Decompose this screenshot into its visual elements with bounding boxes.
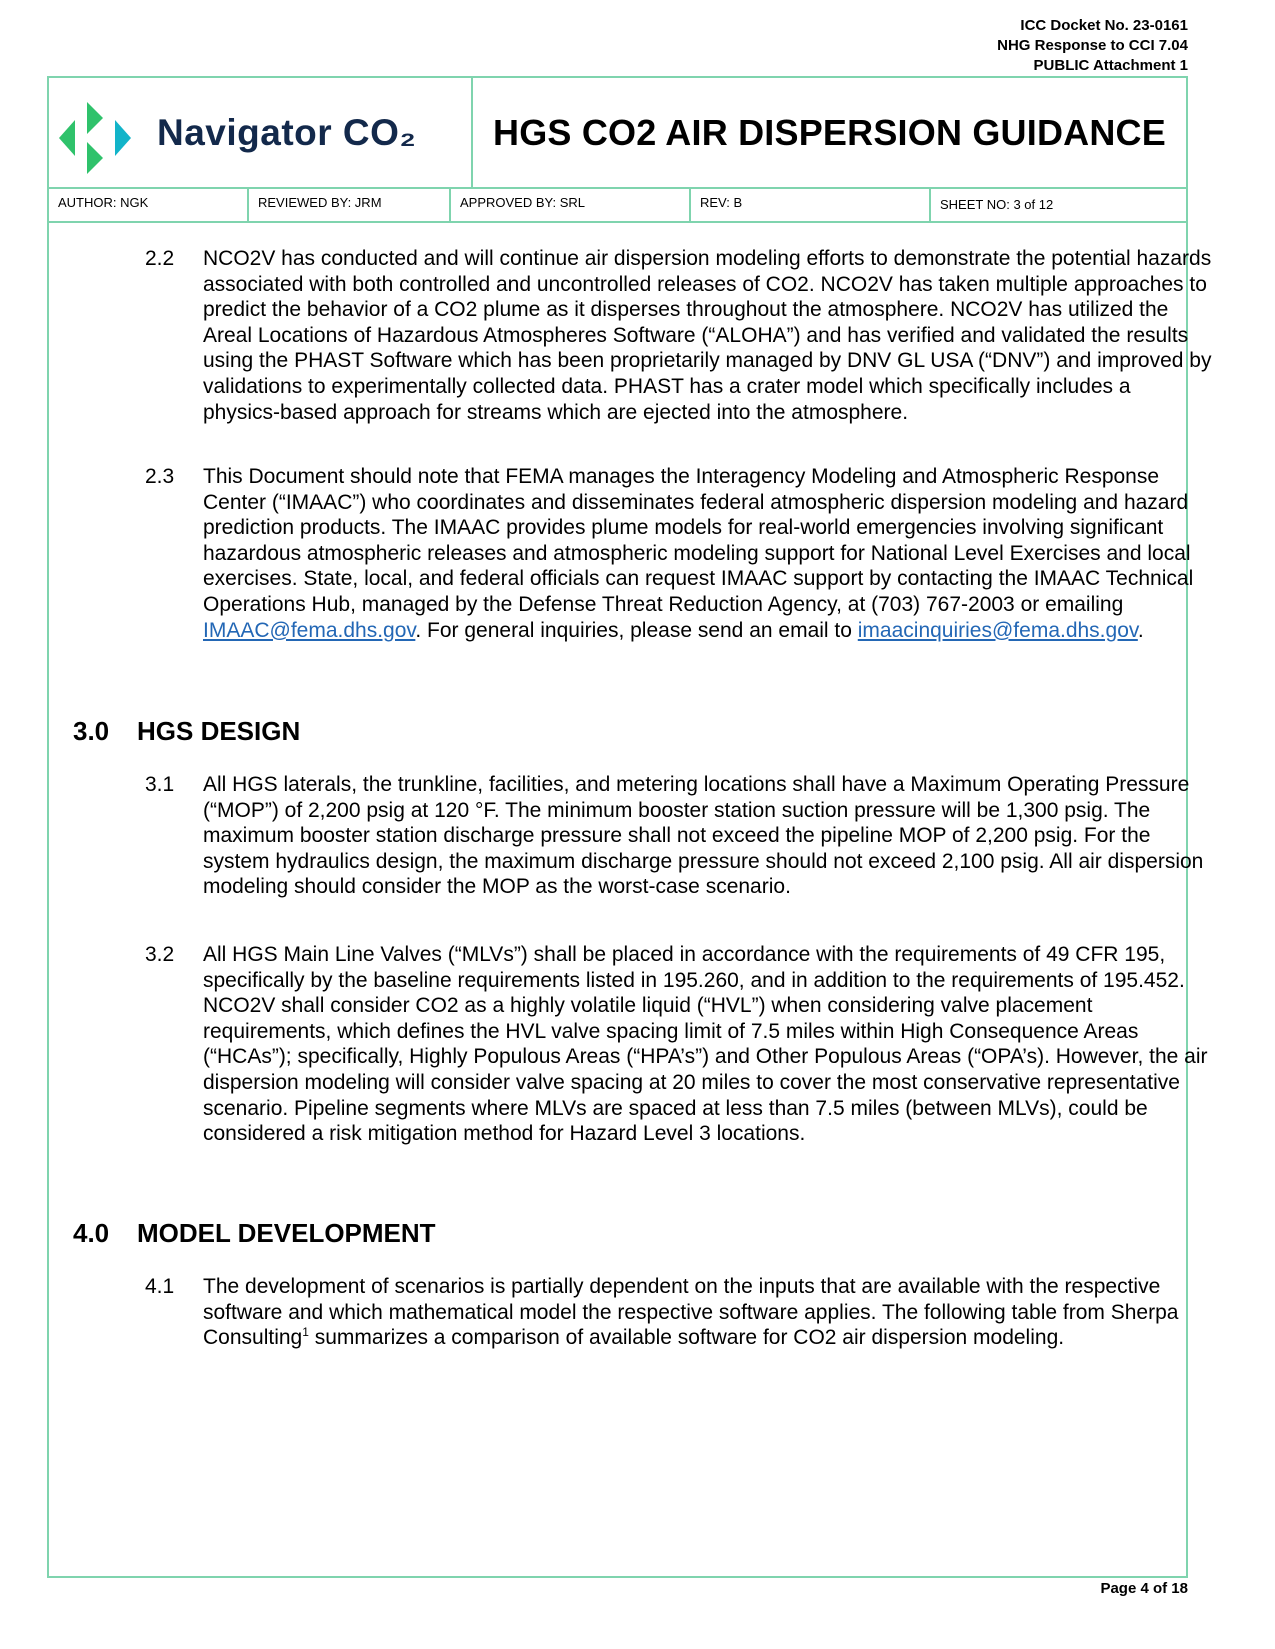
section-number: 4.0 — [73, 1218, 110, 1248]
footnote-reference[interactable]: 1 — [302, 1325, 309, 1340]
paragraph-text-part: . — [1137, 618, 1144, 642]
paragraph-text: NCO2V has conducted and will continue air dispersion modeling efforts to demonstrate the potential hazards associated with both controlled and uncontrolled releases of CO2. NCO2V has taken multiple approaches to predict the behavior of a CO2 plume as it disperses throughout the atmosphere. NCO2V has utilized the Areal Locations of Hazardous Atmospheres Software (“ALOHA”) and has verified and validated the results using the PHAST Software which has been proprietarily managed by DNV GL USA (“DNV”) and improved by validations to experimentally collected data. PHAST has a crater model which specifically includes a physics-based approach for streams which are ejected into the atmosphere. — [203, 247, 1212, 424]
section-number: 3.0 — [73, 716, 110, 746]
page-frame — [47, 76, 1212, 1578]
rev-cell: REV: B — [691, 187, 931, 221]
section-title: HGS DESIGN — [137, 716, 301, 746]
header-meta-row — [49, 187, 1186, 223]
paragraph-text: All HGS Main Line Valves (“MLVs”) shall be placed in accordance with the requirements of 49 CFR 195, specifically by the baseline requirements listed in 195.260, and in addition to the requirements of 195.452. NCO2V shall consider CO2 as a highly volatile liquid (“HVL”) when considering valve placement requirements, which defines the HVL valve spacing limit of 7.5 miles within High Consequence Areas (“HCAs”); specifically, Highly Populous Areas (“HPA’s”) and Other Populous Areas (“OPA’s). However, the air dispersion modeling will consider valve spacing at 20 miles to cover the most conservative representative scenario. Pipeline segments where MLVs are spaced at less than 7.5 miles (between MLVs), could be considered a risk mitigation method for Hazard Level 3 locations. — [203, 943, 1208, 1146]
document-title: HGS CO2 AIR DISPERSION GUIDANCE — [493, 112, 1166, 153]
paragraph-number: 3.2 — [145, 943, 175, 966]
paragraph-number: 4.1 — [145, 1275, 175, 1298]
paragraph-number: 2.2 — [145, 247, 175, 270]
paragraph-text: All HGS laterals, the trunkline, facilities, and metering locations shall have a Maximum Operating Pressure (“MOP”) of 2,200 psig at 120 °F. The minimum booster station suction pressure will be 1,300 psig. The maximum booster station discharge pressure shall not exceed the pipeline MOP of 2,200 psig. For the system hydraulics design, the maximum discharge pressure should not exceed 2,100 psig. All air dispersion modeling should consider the MOP as the worst-case scenario. — [203, 773, 1204, 899]
navigator-logo-icon — [59, 102, 137, 174]
docket-number: ICC Docket No. 23-0161 — [1020, 17, 1188, 34]
paragraph-number: 2.3 — [145, 465, 175, 488]
section-heading-4 — [73, 1218, 436, 1249]
docket-attachment: PUBLIC Attachment 1 — [1033, 57, 1188, 74]
sheet-cell: SHEET NO: 3 of 12 — [940, 197, 1054, 212]
docket-response: NHG Response to CCI 7.04 — [997, 37, 1188, 54]
logo-wordmark: Navigator CO₂ — [157, 112, 417, 153]
paragraph-text-part: The development of scenarios is partially dependent on the inputs that are available with the respective software and which mathematical model the respective software applies. The following table from Sherpa Consulting — [203, 1275, 1179, 1350]
author-cell: AUTHOR: NGK — [49, 187, 249, 221]
logo-cell — [49, 78, 473, 187]
page-number: Page 4 of 18 — [1100, 1580, 1188, 1597]
paragraph-number: 3.1 — [145, 773, 175, 796]
section-heading-3 — [73, 716, 300, 747]
reviewed-cell: REVIEWED BY: JRM — [249, 187, 451, 221]
header-top — [49, 78, 1186, 189]
paragraph-text-part: summarizes a comparison of available software for CO2 air dispersion modeling. — [308, 1326, 1065, 1350]
paragraph-text — [203, 1274, 1213, 1351]
imaac-inquiries-link[interactable]: imaacinquiries@fema.dhs.gov — [857, 618, 1138, 642]
paragraph-text-part: . For general inquiries, please send an email to — [415, 618, 858, 642]
imaac-email-link[interactable]: IMAAC@fema.dhs.gov — [203, 618, 416, 642]
approved-cell: APPROVED BY: SRL — [451, 187, 691, 221]
paragraph-text — [203, 464, 1213, 643]
docket-block — [997, 16, 1188, 76]
paragraph-text-part: This Document should note that FEMA manages the Interagency Modeling and Atmospheric Response Center (“IMAAC”) who coordinates and disseminates federal atmospheric dispersion modeling and hazard prediction products. The IMAAC provides plume models for real-world emergencies involving significant hazardous atmospheric releases and atmospheric modeling support for National Level Exercises and local exercises. State, local, and federal officials can request IMAAC support by contacting the IMAAC Technical Operations Hub, managed by the Defense Threat Reduction Agency, at (703) 767-2003 or emailing — [203, 465, 1194, 616]
section-title: MODEL DEVELOPMENT — [137, 1218, 436, 1248]
